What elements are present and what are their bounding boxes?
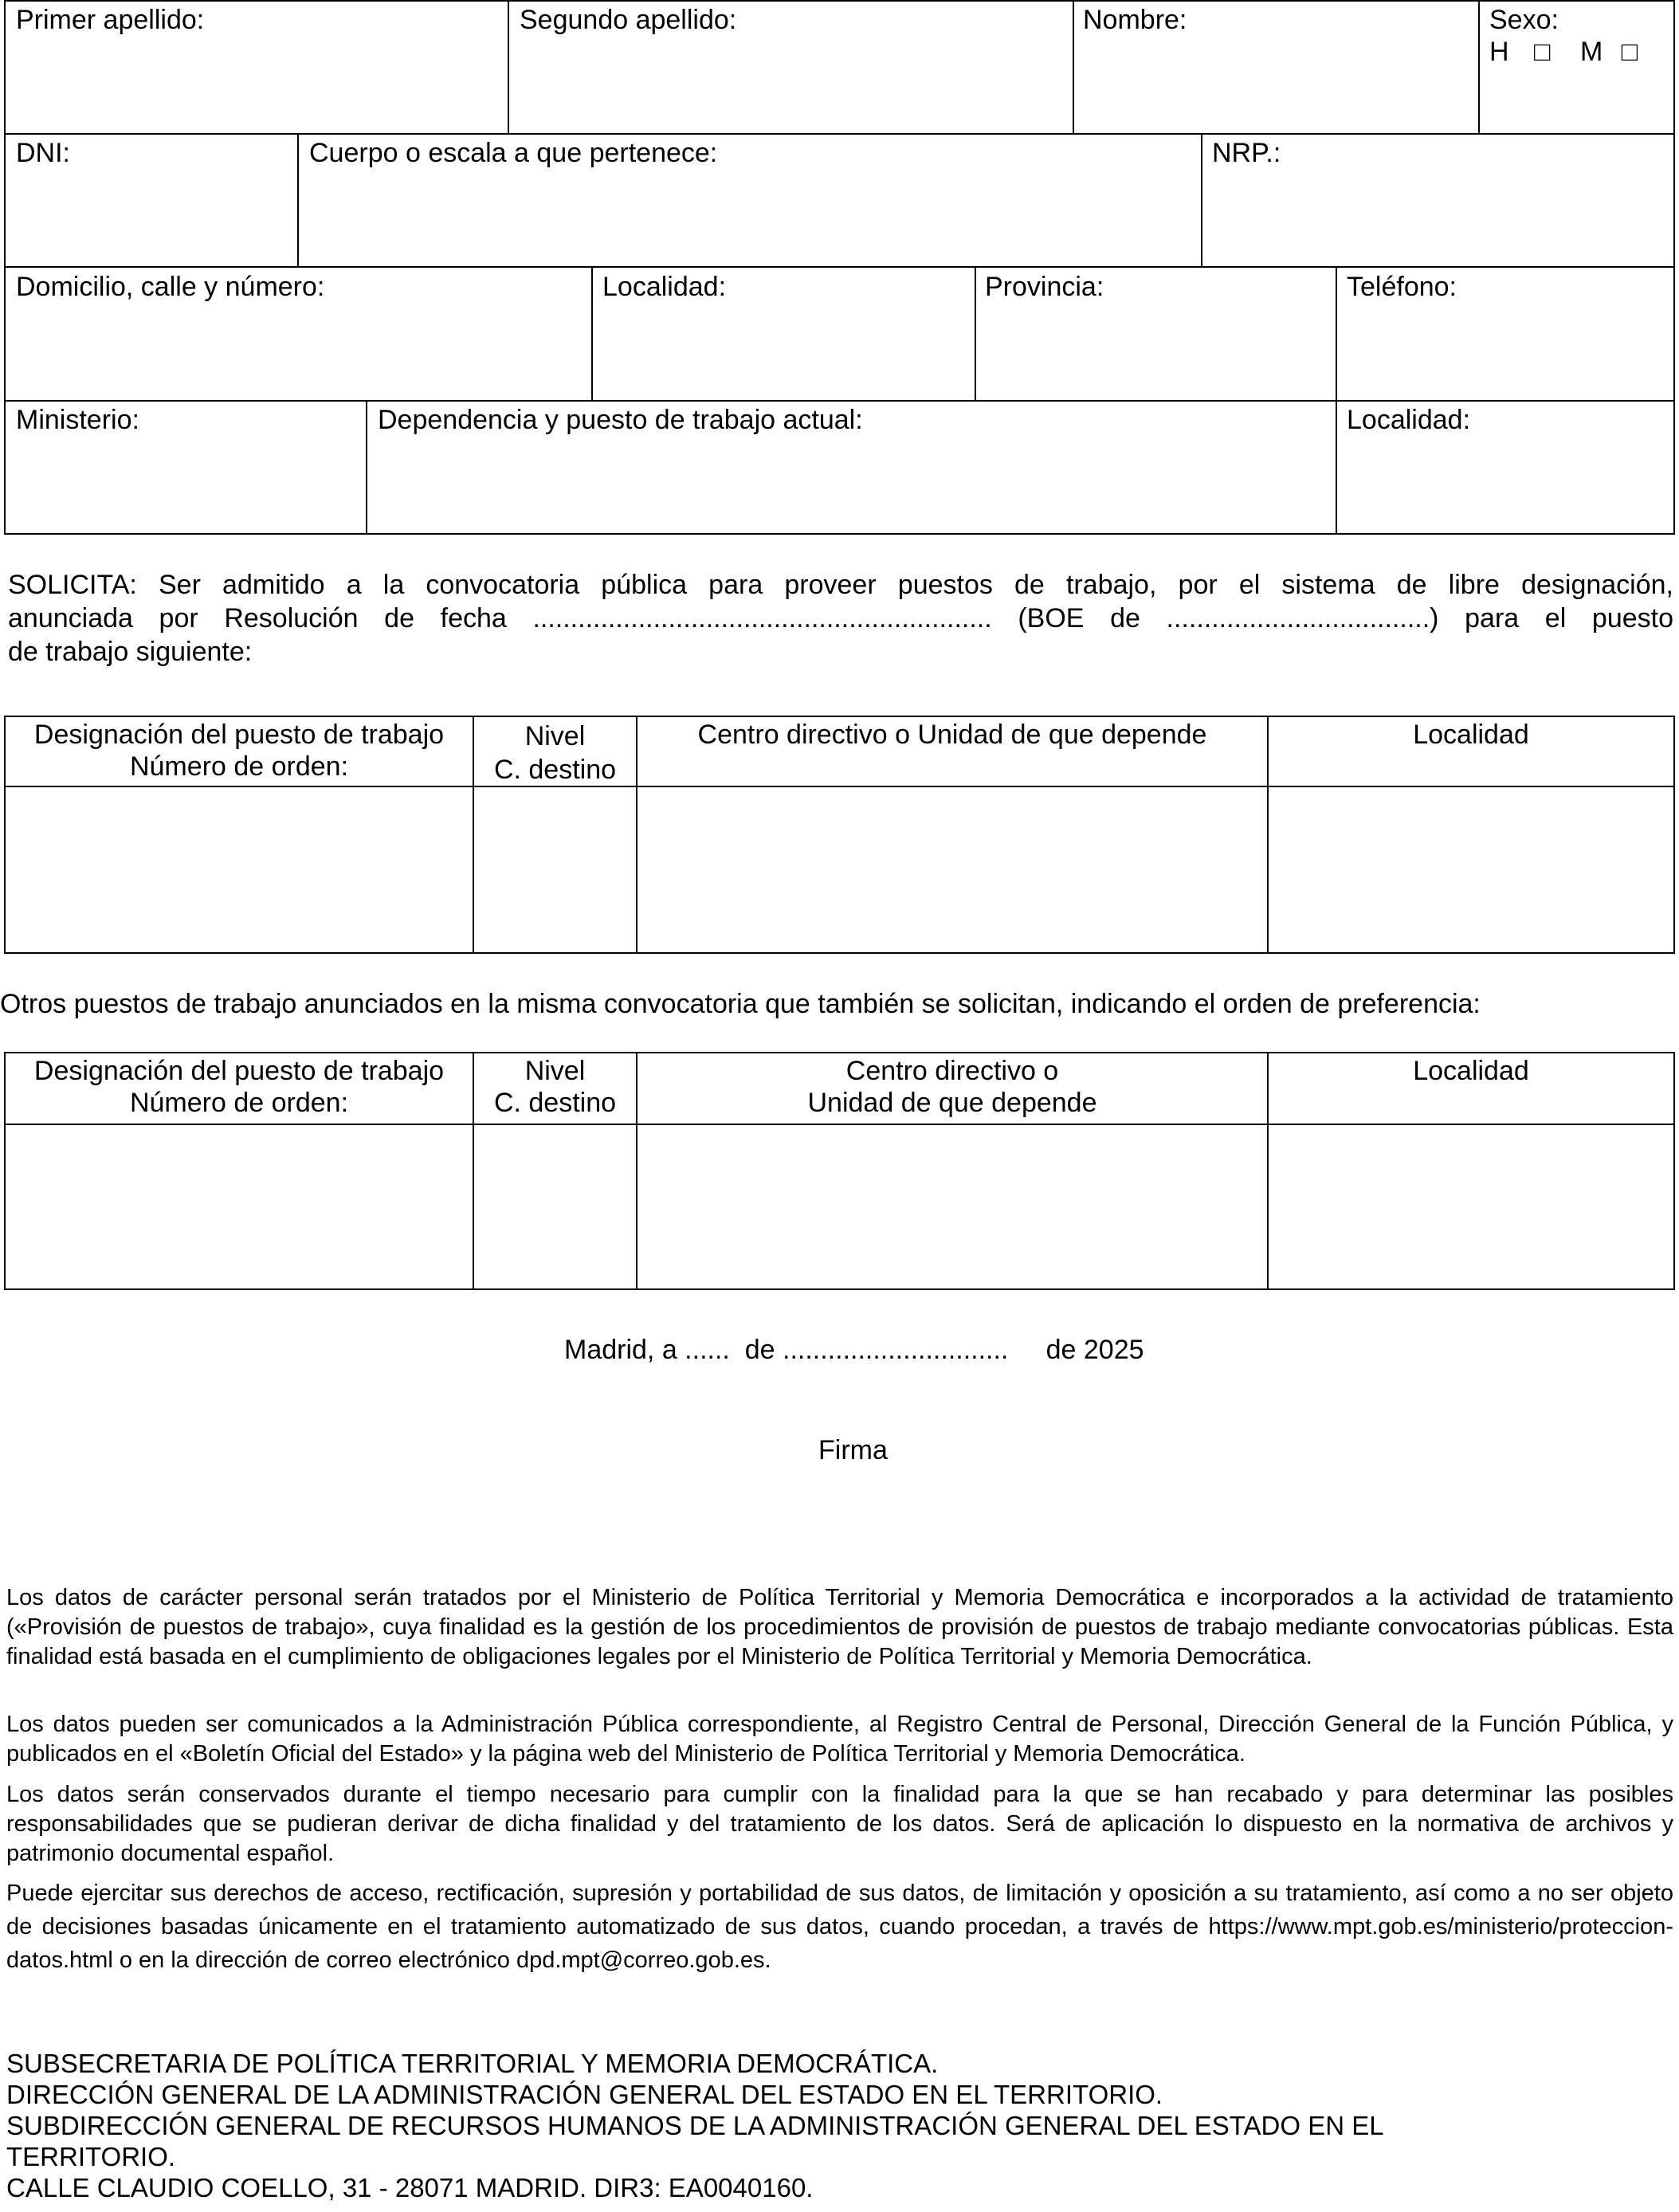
address-line-3: SUBDIRECCIÓN GENERAL DE RECURSOS HUMANOS DE LA ADMINISTRACIÓN GENERAL DEL ESTADO EN EL [6,2111,1384,2140]
localidad-actual-label: Localidad: [1347,405,1471,435]
primer-apellido-label: Primer apellido: [16,5,205,35]
otros-puestos-text: Otros puestos de trabajo anunciados en la misma convocatoria que también se solicitan, indicando el orden de preferencia: [0,989,1481,1019]
solicita-line-3: de trabajo siguiente: [8,637,253,667]
t2-header-destino: C. destino [493,1088,617,1118]
privacy-paragraph-4: Puede ejercitar sus derechos de acceso, rectificación, supresión y portabilidad de sus datos, de limitación y oposición a su tratamiento, así como a no ser objeto de decisiones basadas únicamente en el tratamiento automatizado de sus datos, cuando procedan, a través de https://www.mpt.gob.es/ministerio/proteccion-datos.html o en la dirección de correo electrónico dpd.mpt@correo.gob.es. [6,1881,1673,1973]
ministerio-label: Ministerio: [16,405,139,435]
solicita-line-1: SOLICITA: Ser admitido a la convocatoria pública para proveer puestos de trabajo, por el sistema de libre designación, [8,570,1673,600]
t2-header-centro-b: Unidad de que depende [807,1088,1097,1118]
t1-header-nivel: Nivel [524,721,586,751]
sexo-m-checkbox[interactable]: □ [1621,37,1638,67]
t1-header-numero-orden: Número de orden: [129,751,349,782]
address-line-5: CALLE CLAUDIO COELLO, 31 - 28071 MADRID. DIR3: EA0040160. [6,2173,814,2202]
firma-label: Firma [818,1435,888,1465]
privacy-paragraph-1: Los datos de carácter personal serán tratados por el Ministerio de Política Territorial y Memoria Democrática e incorporados a la actividad de tratamiento («Provisión de puestos de trabajo», cuya finalidad es la gestión de los procedimientos de provisión de puestos de trabajo mediante convocatorias públicas. Esta finalidad está basada en el cumplimiento de obligaciones legales por el Ministerio de Política Territorial y Memoria Democrática. [6,1585,1673,1669]
sexo-m-label: M [1580,37,1603,67]
t1-header-localidad: Localidad [1413,720,1529,750]
privacy-paragraph-2: Los datos pueden ser comunicados a la Administración Pública correspondiente, al Registro Central de Personal, Dirección General de la Función Pública, y publicados en el «Boletín Oficial del Estado» y la página web del Ministerio de Política Territorial y Memoria Democrática. [6,1712,1673,1767]
solicita-line-2: anunciada por Resolución de fecha ............................................................. (BOE de ...................................) para el puesto [8,603,1673,633]
t1-header-centro: Centro directivo o Unidad de que depende [697,720,1207,750]
fecha-line: Madrid, a ...... de .............................. de 2025 [564,1335,1144,1365]
address-line-2: DIRECCIÓN GENERAL DE LA ADMINISTRACIÓN GENERAL DEL ESTADO EN EL TERRITORIO. [6,2080,1163,2109]
sexo-options [1489,36,1638,68]
provincia-label: Provincia: [985,272,1104,302]
address-line-1: SUBSECRETARIA DE POLÍTICA TERRITORIAL Y MEMORIA DEMOCRÁTICA. [6,2049,939,2078]
privacy-paragraph-3: Los datos serán conservados durante el tiempo necesario para cumplir con la finalidad para la que se han recabado y para determinar las posibles responsabilidades que se pudieran derivar de dicha finalidad y del tratamiento de los datos. Será de aplicación lo dispuesto en la normativa de archivos y patrimonio documental español. [6,1782,1673,1866]
localidad-label: Localidad: [602,272,727,302]
segundo-apellido-label: Segundo apellido: [520,5,737,35]
t1-header-destino: C. destino [493,755,617,785]
t2-header-localidad: Localidad [1413,1056,1529,1086]
t2-header-centro-a: Centro directivo o [845,1056,1059,1086]
dependencia-label: Dependencia y puesto de trabajo actual: [378,405,863,435]
nrp-label: NRP.: [1212,138,1281,168]
address-line-4: TERRITORIO. [6,2142,176,2171]
telefono-label: Teléfono: [1347,272,1457,302]
nombre-label: Nombre: [1083,5,1187,35]
t2-header-designacion: Designación del puesto de trabajo [33,1056,445,1086]
sexo-h-checkbox[interactable]: □ [1534,37,1551,67]
cuerpo-label: Cuerpo o escala a que pertenece: [309,138,718,168]
t2-header-numero-orden: Número de orden: [129,1088,349,1118]
domicilio-label: Domicilio, calle y número: [16,272,325,302]
sexo-label: Sexo: [1489,5,1559,35]
t1-header-designacion: Designación del puesto de trabajo [33,720,445,750]
t2-header-nivel: Nivel [524,1056,586,1086]
sexo-h-label: H [1489,37,1509,67]
dni-label: DNI: [16,138,70,168]
